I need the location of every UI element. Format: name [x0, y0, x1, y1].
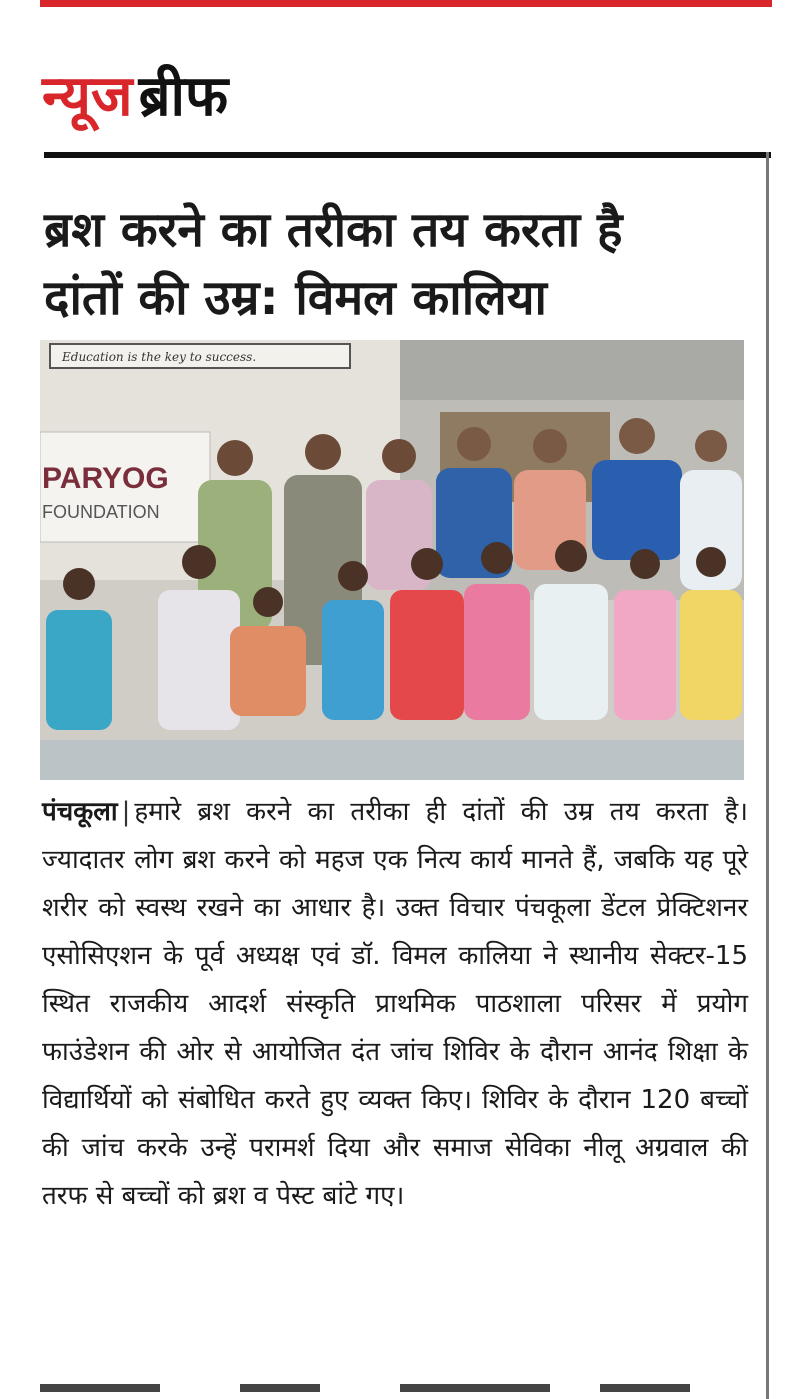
- photo-banner-text-2: FOUNDATION: [42, 502, 160, 522]
- photo-banner-text-1: PARYOG: [42, 462, 169, 495]
- masthead-word-brief: ब्रीफ: [138, 64, 229, 129]
- dateline-separator: |: [121, 797, 131, 827]
- article-photo: [40, 340, 744, 780]
- article-headline: [44, 196, 759, 332]
- group-photo-illustration: [40, 340, 744, 780]
- photo-board-text: Education is the key to success.: [62, 350, 257, 364]
- column-right-rule: [766, 152, 769, 1399]
- masthead-divider: [44, 152, 771, 158]
- article-body: [42, 788, 748, 1220]
- top-red-rule: [40, 0, 772, 7]
- article-paragraph: हमारे ब्रश करने का तरीका ही दांतों की उम्र तय करता है। ज्यादातर लोग ब्रश करने को महज एक नित्य कार्य मानते हैं, जबकि यह पूरे शरीर को स्वस्थ रखने का आधार है। उक्त विचार पंचकूला डेंटल प्रेक्टिशनर एसोसिएशन के पूर्व अध्यक्ष एवं डॉ. विमल कालिया ने स्थानीय सेक्टर-15 स्थित राजकीय आदर्श संस्कृति प्राथमिक पाठशाला परिसर में प्रयोग फाउंडेशन की ओर से आयोजित दंत जांच शिविर के दौरान आनंद शिक्षा के विद्यार्थियों को संबोधित करते हुए व्यक्त किए। शिविर के दौरान 120 बच्चों की जांच करके उन्हें परामर्श दिया और समाज सेविका नीलू अग्रवाल की तरफ से बच्चों को ब्रश व पेस्ट बांटे गए।: [42, 797, 748, 1211]
- article-dateline: पंचकूला: [42, 797, 118, 827]
- headline-line-2: दांतों की उम्र: विमल कालिया: [44, 270, 547, 326]
- masthead-word-news: न्यूज: [42, 64, 133, 129]
- headline-line-1: ब्रश करने का तरीका तय करता है: [44, 202, 623, 258]
- section-masthead: [42, 62, 228, 132]
- next-article-edge: [40, 1384, 740, 1394]
